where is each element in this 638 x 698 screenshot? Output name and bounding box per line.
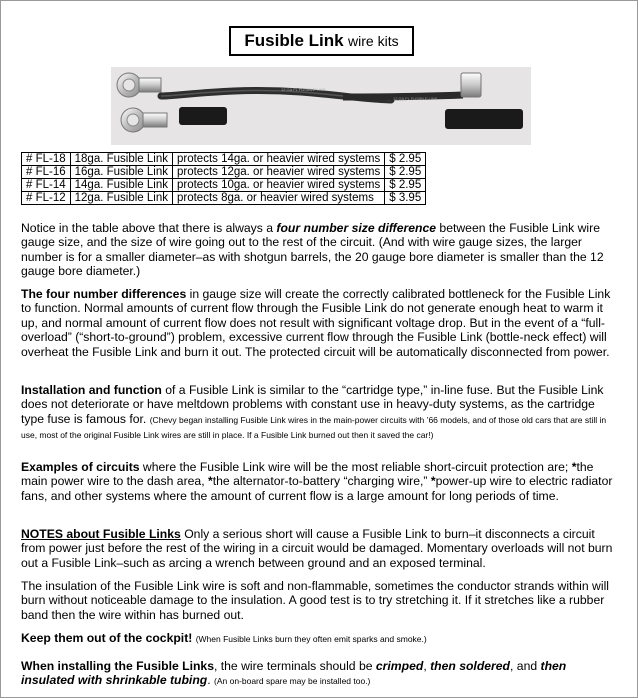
heat-shrink-tube-long — [445, 109, 523, 129]
table-row — [22, 192, 426, 205]
paragraph-installing — [21, 659, 621, 689]
part-number: # FL-14 — [22, 179, 71, 192]
text: where the Fusible Link wire will be the most reliable short-circuit protection are; — [139, 460, 572, 474]
paragraph-size-difference — [21, 221, 621, 279]
text: power-up wire to electric radiator fans, and other systems where the amount of current flow is a large amount for long periods of time. — [21, 474, 613, 503]
text: the alternator-to-battery “charging wire,” — [212, 474, 431, 489]
heat-shrink-tube-short — [179, 107, 227, 125]
lead-in: When installing the Fusible Links — [21, 659, 214, 673]
butt-connector — [461, 73, 481, 97]
small-note: (Chevy began installing Fusible Link wires in the main-power circuits with ’66 models, and of those old cars that are still in use, most of the original Fusible Link wires are still in place. If a Fusible Link burned out then it saved the car!) — [21, 414, 607, 441]
table-row — [22, 166, 426, 179]
price: $ 2.95 — [385, 166, 426, 179]
lead-in: The four number differences — [21, 287, 187, 301]
text: , and — [510, 659, 541, 673]
gauge: 18ga. Fusible Link — [70, 153, 172, 166]
price: $ 3.95 — [385, 192, 426, 205]
page-title — [229, 26, 414, 56]
protects: protects 14ga. or heavier wired systems — [172, 153, 384, 166]
bullet: * — [207, 474, 213, 489]
small-note: (An on-board spare may be installed too.) — [214, 676, 371, 687]
bullet: * — [571, 460, 577, 474]
paragraph-notes — [21, 527, 621, 570]
text: in gauge size will create the correctly calibrated bottleneck for the Fusible Link to function. Normal amounts of current flow through the Fusible Link do not generate enough heat to warm it up, and normal amount of current flow does not result with significant voltage drop. But in the event of a “full-overload” (“short-to-ground”) problem, excessive current flow through the Fusible Link (bottle-neck effect) will overheat the Fusible Link and burn it out. The protected circuit will be automatically disconnected from power. — [21, 287, 611, 359]
gauge: 12ga. Fusible Link — [70, 192, 172, 205]
title-main: Fusible Link — [244, 31, 344, 50]
part-number: # FL-12 — [22, 192, 71, 205]
protects: protects 12ga. or heavier wired systems — [172, 166, 384, 179]
paragraph-cockpit — [21, 631, 621, 646]
lead-in: Installation and function — [21, 383, 162, 397]
title-sub: wire kits — [348, 33, 399, 49]
emphasis: crimped — [375, 659, 424, 673]
protects: protects 10ga. or heavier wired systems — [172, 179, 384, 192]
text: , the wire terminals should be — [213, 659, 376, 673]
price: $ 2.95 — [385, 179, 426, 192]
table-row — [22, 179, 426, 192]
text: Notice in the table above that there is always a — [21, 221, 277, 235]
product-photo — [111, 67, 531, 145]
text: between the Fusible Link wire gauge size, and the size of wire going out to the rest of the circuit. (And with wire gauge sizes, the larger number is for a smaller diameter–as with shotgun barrels, the 20 gauge bore diameter is smaller than the 12 gauge bore diameter.) — [21, 221, 604, 279]
small-note: (When Fusible Links burn they often emit sparks and smoke.) — [195, 634, 427, 644]
lead-in: Examples of circuits — [21, 460, 140, 474]
paragraph-installation-function — [21, 383, 621, 443]
protects: protects 8ga. or heavier wired systems — [172, 192, 384, 205]
text: . — [207, 673, 214, 688]
text: , — [423, 659, 431, 673]
wire-print-1: 12 GA FL FUSIBLE LINK — [281, 87, 326, 92]
part-number: # FL-16 — [22, 166, 71, 179]
emphasis: then insulated with shrinkable tubing — [21, 659, 567, 688]
emphasis: four number size difference — [276, 221, 437, 235]
text: The insulation of the Fusible Link wire is soft and non-flammable, sometimes the conductor strands within will burn without noticeable damage to the insulation. A good test is to try stretching it. If it stretches like a rubber band then the wire within has burned out. — [21, 579, 609, 622]
paragraph-examples — [21, 460, 621, 503]
emphasis: then soldered — [430, 659, 511, 673]
lead-in: NOTES about Fusible Links — [21, 527, 181, 541]
table-row — [22, 153, 426, 166]
price: $ 2.95 — [385, 153, 426, 166]
lead-in: Keep them out of the cockpit! — [21, 631, 193, 645]
part-number: # FL-18 — [22, 153, 71, 166]
text: of a Fusible Link is similar to the “cartridge type,” in-line fuse. But the Fusible Link does not deteriorate or have meltdown problems with constant use in heavy-duty systems, as the cartridge type fuse is famous for. — [21, 383, 604, 426]
text: the main power wire to the dash area, — [21, 460, 594, 489]
paragraph-insulation — [21, 579, 621, 622]
text: Only a serious short will cause a Fusible Link to burn–it disconnects a circuit from power just before the rest of the wiring in a circuit would be damaged. Momentary overloads will not burn out a Fusible Link–such as arcing a wrench between ground and an exposed terminal. — [21, 527, 613, 570]
gauge: 16ga. Fusible Link — [70, 166, 172, 179]
gauge: 14ga. Fusible Link — [70, 179, 172, 192]
paragraph-four-number-differences — [21, 287, 621, 359]
wire-print-2: 12 GA FL FUSIBLE LINK — [393, 96, 438, 101]
kits-table — [21, 152, 426, 205]
bullet: * — [430, 474, 436, 489]
